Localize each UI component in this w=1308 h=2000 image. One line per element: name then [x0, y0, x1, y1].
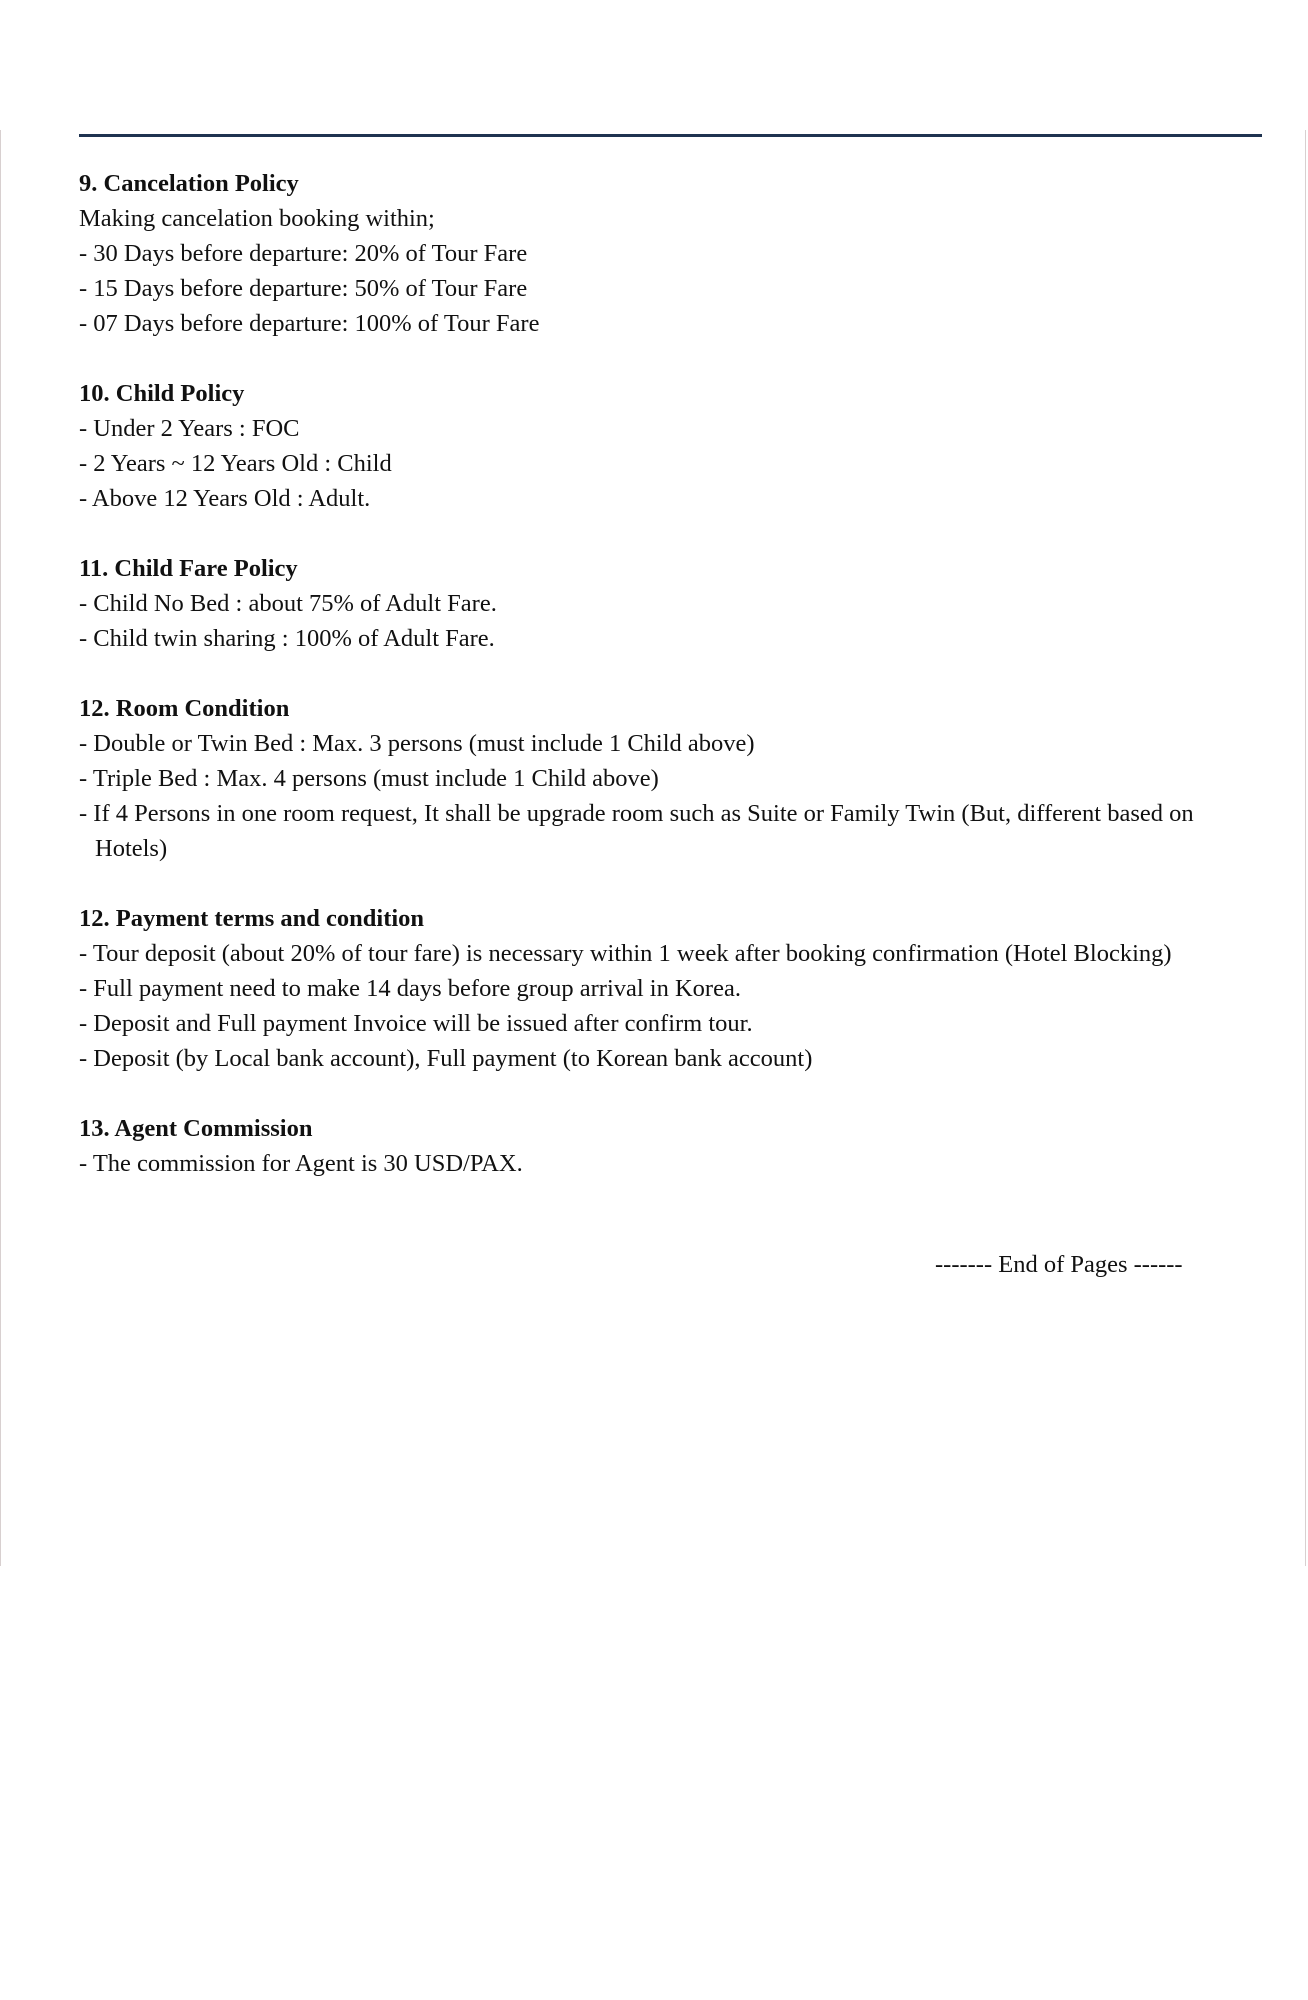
list-item: - If 4 Persons in one room request, It shall be upgrade room such as Suite or Family Twin (But, different based on Hotels)	[79, 800, 1194, 862]
section-title: 12. Room Condition	[79, 695, 290, 722]
header-divider	[79, 134, 1262, 137]
list-item: - Child twin sharing : 100% of Adult Fare.	[79, 625, 495, 652]
section-title: 10. Child Policy	[79, 380, 245, 407]
section-title: 11. Child Fare Policy	[79, 555, 298, 582]
list-item: - Tour deposit (about 20% of tour fare) is necessary within 1 week after booking confirmation (Hotel Blocking)	[79, 940, 1172, 967]
list-item: - Deposit and Full payment Invoice will be issued after confirm tour.	[79, 1010, 753, 1037]
list-item: - Child No Bed : about 75% of Adult Fare.	[79, 590, 497, 617]
section-child-policy	[79, 376, 1259, 516]
list-item: - 2 Years ~ 12 Years Old : Child	[79, 450, 392, 477]
section-child-fare-policy	[79, 551, 1259, 656]
list-item: - Full payment need to make 14 days before group arrival in Korea.	[79, 975, 741, 1002]
section-intro: Making cancelation booking within;	[79, 205, 435, 232]
section-payment-terms	[79, 901, 1259, 1076]
section-title: 9. Cancelation Policy	[79, 170, 299, 197]
section-title: 12. Payment terms and condition	[79, 905, 425, 932]
document-body	[79, 166, 1259, 1216]
section-cancelation-policy	[79, 166, 1259, 341]
end-of-pages-marker: ------- End of Pages ------	[935, 1251, 1183, 1278]
list-item: - 30 Days before departure: 20% of Tour Fare	[79, 240, 528, 267]
list-item: - Above 12 Years Old : Adult.	[79, 485, 371, 512]
section-room-condition	[79, 691, 1259, 866]
list-item: - Under 2 Years : FOC	[79, 415, 300, 442]
list-item: - 07 Days before departure: 100% of Tour Fare	[79, 310, 540, 337]
list-item: - The commission for Agent is 30 USD/PAX.	[79, 1150, 523, 1177]
list-item: - 15 Days before departure: 50% of Tour Fare	[79, 275, 528, 302]
list-item: - Double or Twin Bed : Max. 3 persons (must include 1 Child above)	[79, 730, 755, 757]
section-agent-commission	[79, 1111, 1259, 1181]
section-title: 13. Agent Commission	[79, 1115, 313, 1142]
list-item: - Deposit (by Local bank account), Full payment (to Korean bank account)	[79, 1045, 813, 1072]
list-item: - Triple Bed : Max. 4 persons (must include 1 Child above)	[79, 765, 659, 792]
